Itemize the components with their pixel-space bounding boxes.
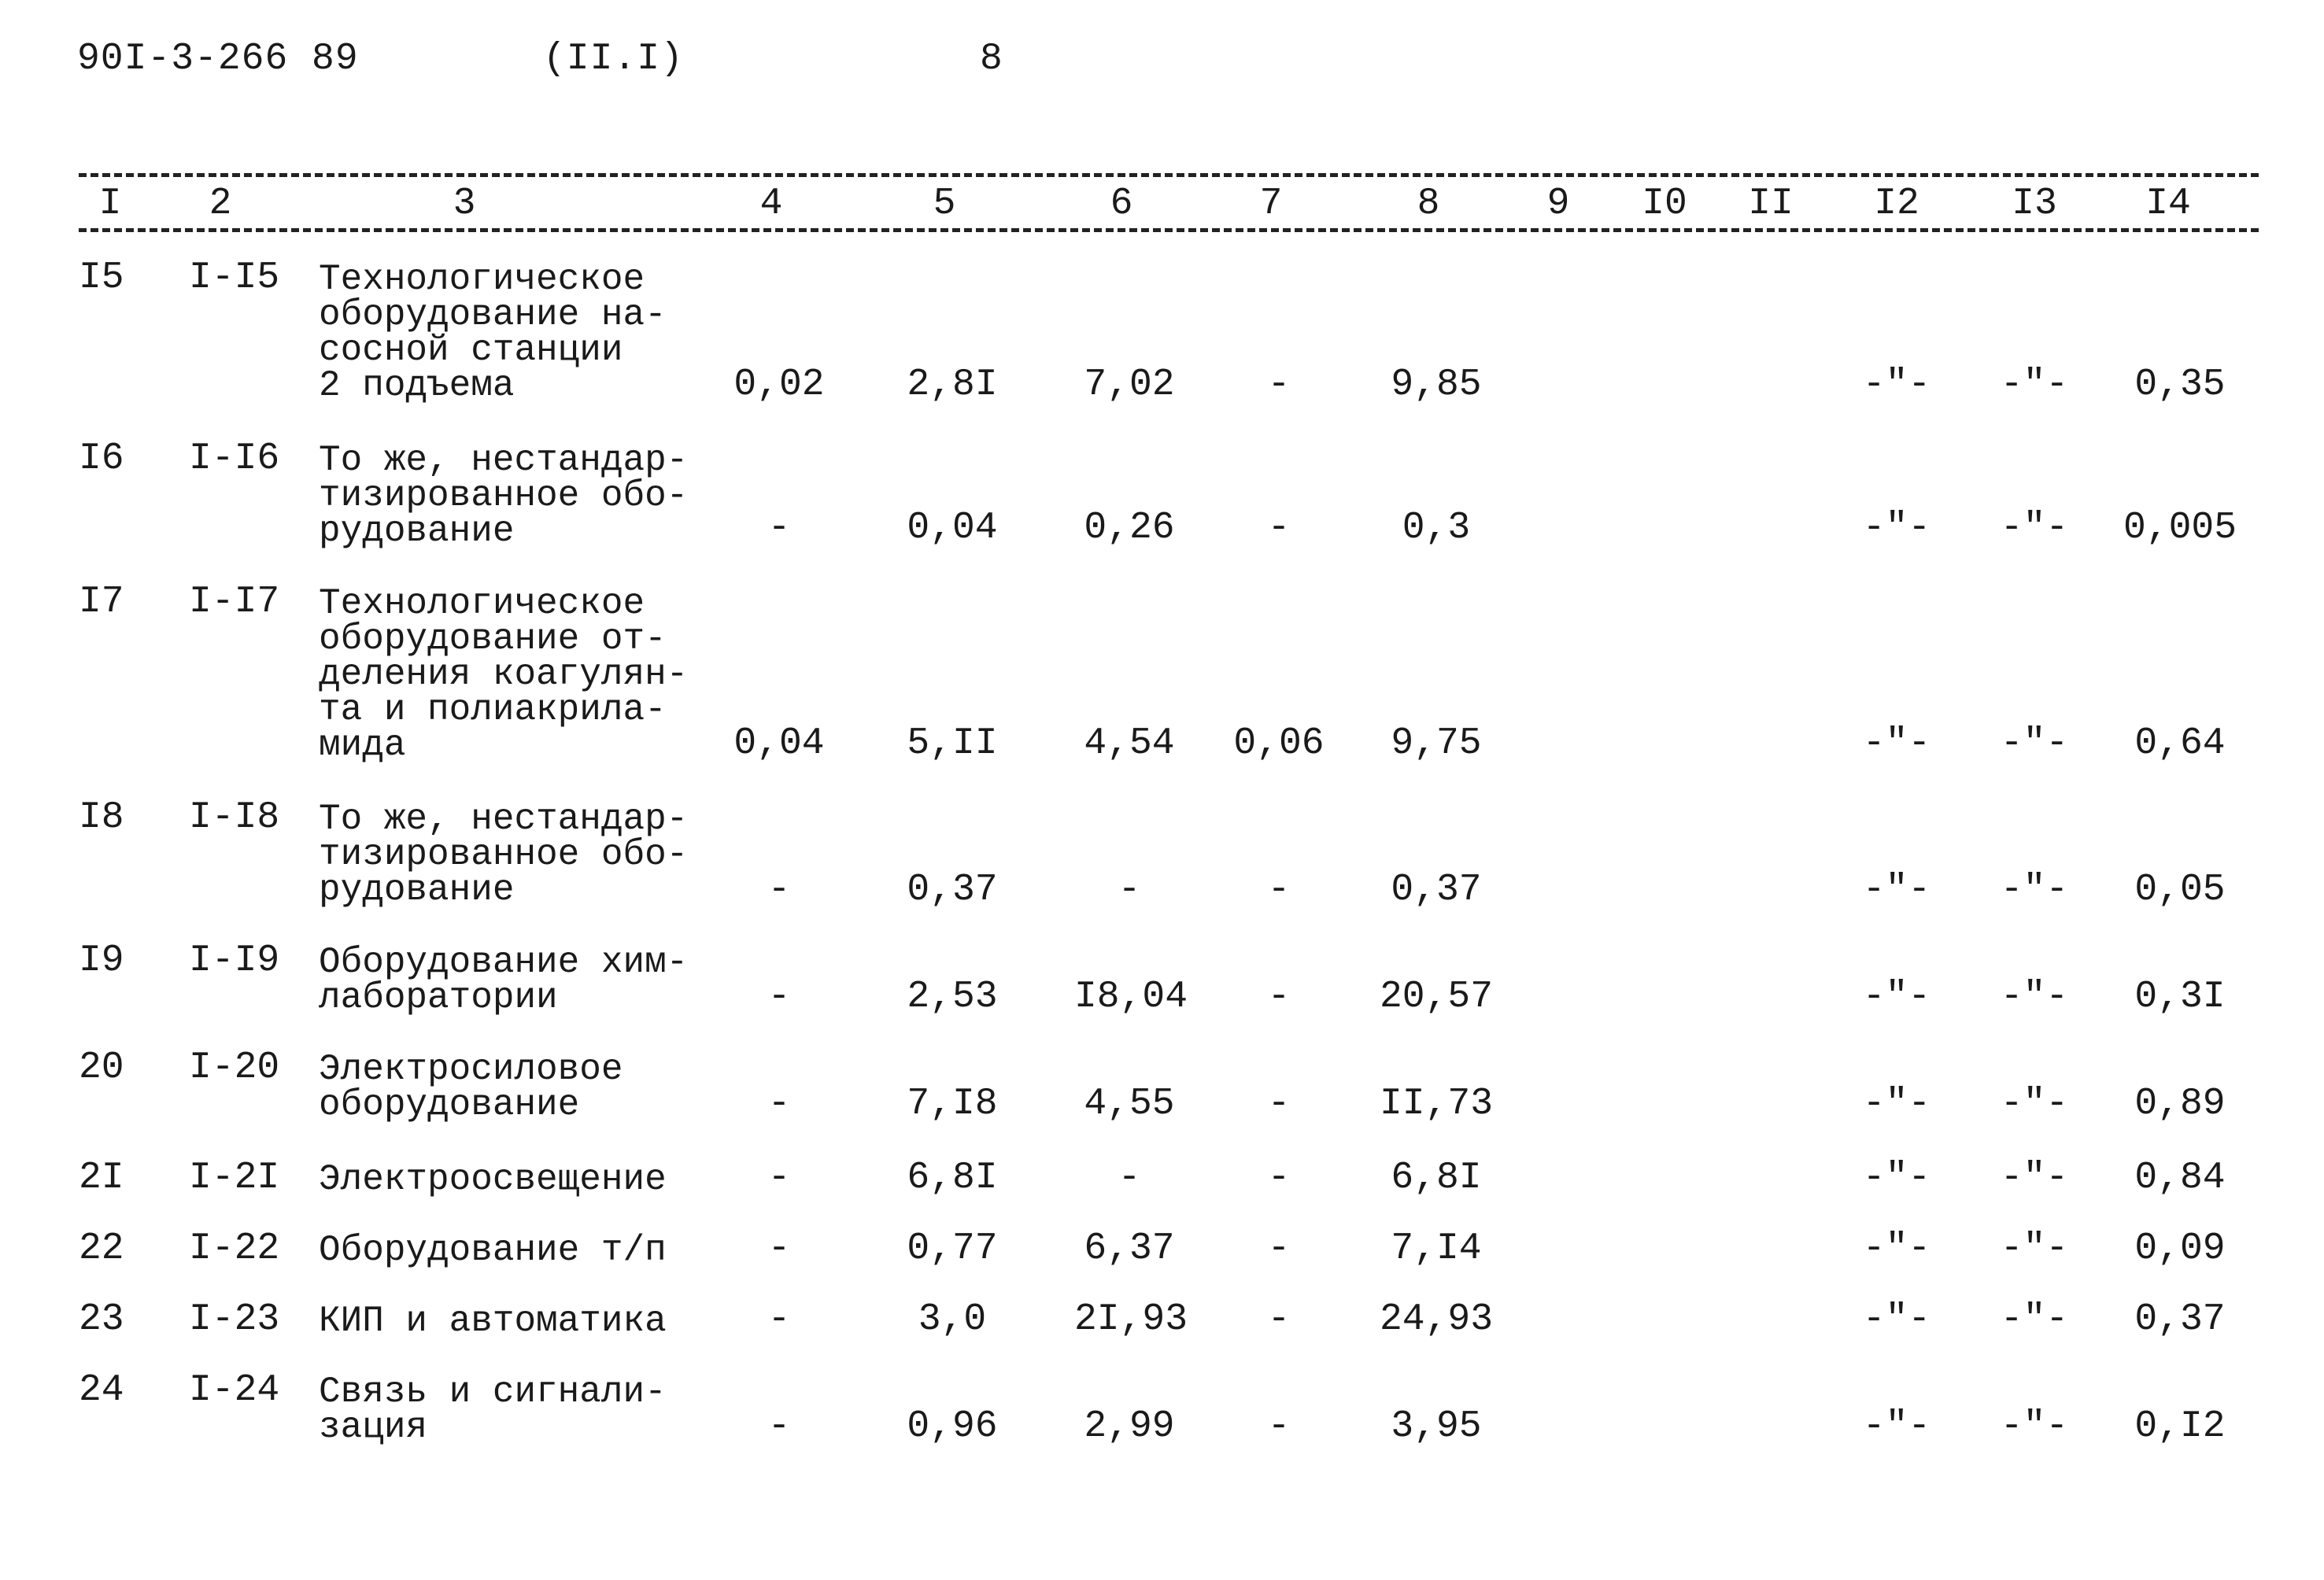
cell-col-14: 0,37	[2134, 1298, 2226, 1341]
cell-col-12: -"-	[1862, 1405, 1931, 1448]
cell-col-6: 2I,93	[1074, 1298, 1188, 1341]
cell-col-7: 0,06	[1233, 722, 1325, 765]
cell-col-6: 0,26	[1084, 507, 1175, 549]
row-name: Электроосвещение	[319, 1159, 667, 1200]
col-header-1: I	[98, 183, 122, 225]
cell-col-5: 0,77	[907, 1227, 998, 1270]
cell-col-13: -"-	[2000, 976, 2069, 1018]
row-number: I5	[79, 257, 124, 299]
cell-col-12: -"-	[1862, 1083, 1931, 1125]
col-header-4: 4	[759, 183, 783, 225]
cell-col-6: 4,55	[1084, 1083, 1175, 1125]
cell-col-5: 2,8I	[907, 364, 998, 406]
row-number: 2I	[79, 1157, 124, 1199]
cell-col-13: -"-	[2000, 869, 2069, 911]
row-name: Технологическое оборудование от- деления коагулян- та и полиакрила- мида	[319, 583, 689, 766]
col-header-8: 8	[1417, 183, 1440, 225]
cell-col-4: -	[767, 1157, 791, 1199]
cell-col-4: 0,04	[733, 722, 825, 765]
row-code: I-I6	[189, 437, 280, 480]
cell-col-14: 0,09	[2134, 1227, 2226, 1270]
row-number: 23	[79, 1298, 124, 1341]
cell-col-5: 0,04	[907, 507, 998, 549]
cell-col-14: 0,35	[2134, 364, 2226, 406]
cell-col-12: -"-	[1862, 1298, 1931, 1341]
cell-col-4: -	[767, 1405, 791, 1448]
cell-col-7: -	[1267, 1227, 1291, 1270]
row-number: 20	[79, 1047, 124, 1089]
cell-col-6: 2,99	[1084, 1405, 1175, 1448]
cell-col-8: 9,75	[1391, 722, 1482, 765]
cell-col-12: -"-	[1862, 976, 1931, 1018]
row-name: Связь и сигнали- зация	[319, 1371, 667, 1448]
cell-col-8: 0,37	[1391, 869, 1482, 911]
cell-col-8: 7,I4	[1391, 1227, 1482, 1270]
row-code: I-23	[189, 1298, 280, 1341]
cell-col-4: -	[767, 1227, 791, 1270]
row-code: I-I8	[189, 796, 280, 839]
row-number: I6	[79, 437, 124, 480]
row-number: I9	[79, 940, 124, 982]
cell-col-4: 0,02	[733, 364, 825, 406]
col-header-6: 6	[1110, 183, 1133, 225]
cell-col-4: -	[767, 1298, 791, 1341]
row-name: Электросиловое оборудование	[319, 1049, 623, 1125]
cell-col-5: 7,I8	[907, 1083, 998, 1125]
cell-col-7: -	[1267, 1405, 1291, 1448]
cell-col-14: 0,005	[2123, 507, 2237, 549]
document-code: 90I-3-266 89	[77, 38, 359, 80]
cell-col-6: 6,37	[1084, 1227, 1175, 1270]
row-name: КИП и автоматика	[319, 1301, 667, 1342]
cell-col-8: 0,3	[1402, 507, 1471, 549]
cell-col-8: II,73	[1379, 1083, 1494, 1125]
document-header	[0, 38, 2324, 93]
row-name: То же, нестандар- тизированное обо- рудование	[319, 799, 689, 910]
cell-col-5: 3,0	[918, 1298, 987, 1341]
row-code: I-2I	[189, 1157, 280, 1199]
row-number: 24	[79, 1369, 124, 1412]
cell-col-6: -	[1118, 1157, 1141, 1199]
row-name: Оборудование хим- лаборатории	[319, 942, 689, 1018]
row-code: I-I9	[189, 940, 280, 982]
col-header-10: I0	[1642, 183, 1687, 225]
cell-col-5: 0,96	[907, 1405, 998, 1448]
cell-col-12: -"-	[1862, 722, 1931, 765]
row-name: То же, нестандар- тизированное обо- рудование	[319, 440, 689, 552]
header-rule-top	[79, 173, 2259, 177]
section-number: (II.I)	[543, 38, 684, 80]
cell-col-7: -	[1267, 976, 1291, 1018]
row-name: Оборудование т/п	[319, 1230, 667, 1271]
cell-col-14: 0,05	[2134, 869, 2226, 911]
cell-col-4: -	[767, 1083, 791, 1125]
cell-col-4: -	[767, 976, 791, 1018]
cell-col-7: -	[1267, 869, 1291, 911]
row-number: 22	[79, 1227, 124, 1270]
cell-col-12: -"-	[1862, 364, 1931, 406]
cell-col-7: -	[1267, 1157, 1291, 1199]
col-header-7: 7	[1259, 183, 1283, 225]
cell-col-13: -"-	[2000, 364, 2069, 406]
row-code: I-I7	[189, 581, 280, 623]
cell-col-12: -"-	[1862, 507, 1931, 549]
cell-col-5: 5,II	[907, 722, 998, 765]
cell-col-8: 24,93	[1379, 1298, 1494, 1341]
cell-col-7: -	[1267, 507, 1291, 549]
page-number: 8	[980, 38, 1003, 80]
cell-col-12: -"-	[1862, 1227, 1931, 1270]
row-code: I-I5	[189, 257, 280, 299]
cell-col-14: 0,84	[2134, 1157, 2226, 1199]
col-header-11: II	[1748, 183, 1794, 225]
cell-col-6: 4,54	[1084, 722, 1175, 765]
cell-col-14: 0,64	[2134, 722, 2226, 765]
cell-col-4: -	[767, 507, 791, 549]
cell-col-13: -"-	[2000, 722, 2069, 765]
cell-col-8: 6,8I	[1391, 1157, 1482, 1199]
header-rule-bottom	[79, 228, 2259, 232]
row-number: I8	[79, 796, 124, 839]
cell-col-14: 0,89	[2134, 1083, 2226, 1125]
row-code: I-20	[189, 1047, 280, 1089]
cell-col-8: 20,57	[1379, 976, 1494, 1018]
col-header-3: 3	[453, 183, 476, 225]
cell-col-13: -"-	[2000, 507, 2069, 549]
col-header-2: 2	[209, 183, 232, 225]
cell-col-12: -"-	[1862, 869, 1931, 911]
cell-col-13: -"-	[2000, 1227, 2069, 1270]
col-header-14: I4	[2145, 183, 2191, 225]
row-code: I-24	[189, 1369, 280, 1412]
row-name: Технологическое оборудование на- сосной станции 2 подъема	[319, 259, 667, 406]
cell-col-7: -	[1267, 1083, 1291, 1125]
cell-col-4: -	[767, 869, 791, 911]
col-header-5: 5	[933, 183, 956, 225]
cell-col-5: 0,37	[907, 869, 998, 911]
cell-col-7: -	[1267, 364, 1291, 406]
cell-col-12: -"-	[1862, 1157, 1931, 1199]
cell-col-13: -"-	[2000, 1405, 2069, 1448]
cell-col-5: 2,53	[907, 976, 998, 1018]
cell-col-8: 3,95	[1391, 1405, 1482, 1448]
col-header-12: I2	[1874, 183, 1919, 225]
cell-col-7: -	[1267, 1298, 1291, 1341]
col-header-9: 9	[1546, 183, 1570, 225]
cell-col-8: 9,85	[1391, 364, 1482, 406]
cell-col-14: 0,3I	[2134, 976, 2226, 1018]
cell-col-6: I8,04	[1074, 976, 1188, 1018]
cell-col-13: -"-	[2000, 1083, 2069, 1125]
row-number: I7	[79, 581, 124, 623]
cell-col-5: 6,8I	[907, 1157, 998, 1199]
cell-col-6: -	[1118, 869, 1141, 911]
cell-col-14: 0,I2	[2134, 1405, 2226, 1448]
cell-col-13: -"-	[2000, 1157, 2069, 1199]
cell-col-13: -"-	[2000, 1298, 2069, 1341]
cell-col-6: 7,02	[1084, 364, 1175, 406]
row-code: I-22	[189, 1227, 280, 1270]
col-header-13: I3	[2012, 183, 2057, 225]
